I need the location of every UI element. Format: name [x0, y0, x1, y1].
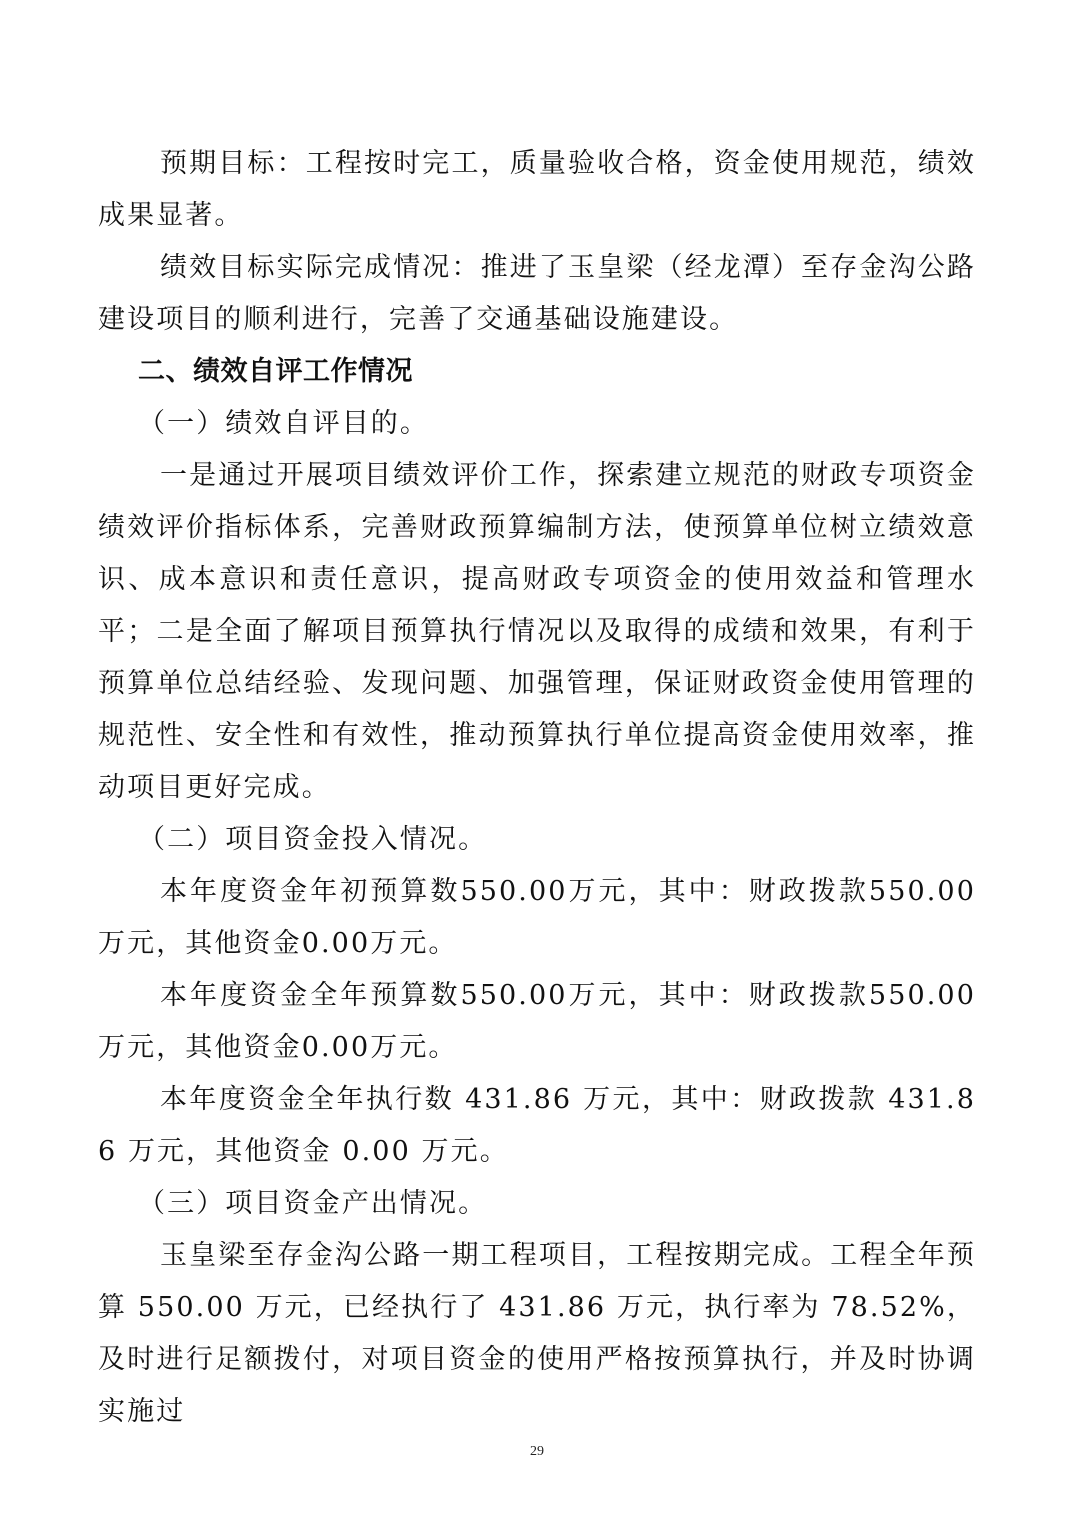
subheading-evaluation-purpose: （一）绩效自评目的。	[138, 408, 429, 439]
document-body	[98, 138, 976, 1438]
page-number: 29	[530, 1444, 544, 1459]
paragraph-goal-completion: 绩效目标实际完成情况：推进了玉皇梁（经龙潭）至存金沟公路建设项目的顺利进行，完善了交通基础设施建设。	[98, 252, 976, 335]
subheading-funding-input: （二）项目资金投入情况。	[138, 824, 488, 855]
paragraph-expected-goal: 预期目标：工程按时完工，质量验收合格，资金使用规范，绩效成果显著。	[98, 148, 976, 231]
paragraph-annual-budget: 本年度资金全年预算数550.00万元，其中：财政拨款550.00万元，其他资金0.00万元。	[98, 980, 976, 1063]
paragraph-initial-budget: 本年度资金年初预算数550.00万元，其中：财政拨款550.00万元，其他资金0.00万元。	[98, 876, 976, 959]
paragraph-annual-execution: 本年度资金全年执行数 431.86 万元，其中：财政拨款 431.86 万元，其他资金 0.00 万元。	[98, 1084, 976, 1167]
paragraph-project-output: 玉皇梁至存金沟公路一期工程项目，工程按期完成。工程全年预算 550.00 万元，已经执行了 431.86 万元，执行率为 78.52%，及时进行足额拨付，对项目资金的使用严格按预算执行，并及时协调实施过	[98, 1240, 976, 1427]
paragraph-evaluation-purpose: 一是通过开展项目绩效评价工作，探索建立规范的财政专项资金绩效评价指标体系，完善财政预算编制方法，使预算单位树立绩效意识、成本意识和责任意识，提高财政专项资金的使用效益和管理水平；二是全面了解项目预算执行情况以及取得的成绩和效果，有利于预算单位总结经验、发现问题、加强管理，保证财政资金使用管理的规范性、安全性和有效性，推动预算执行单位提高资金使用效率，推动项目更好完成。	[98, 460, 976, 803]
subheading-funding-output: （三）项目资金产出情况。	[138, 1188, 488, 1219]
section-heading-self-evaluation: 二、绩效自评工作情况	[138, 356, 413, 387]
